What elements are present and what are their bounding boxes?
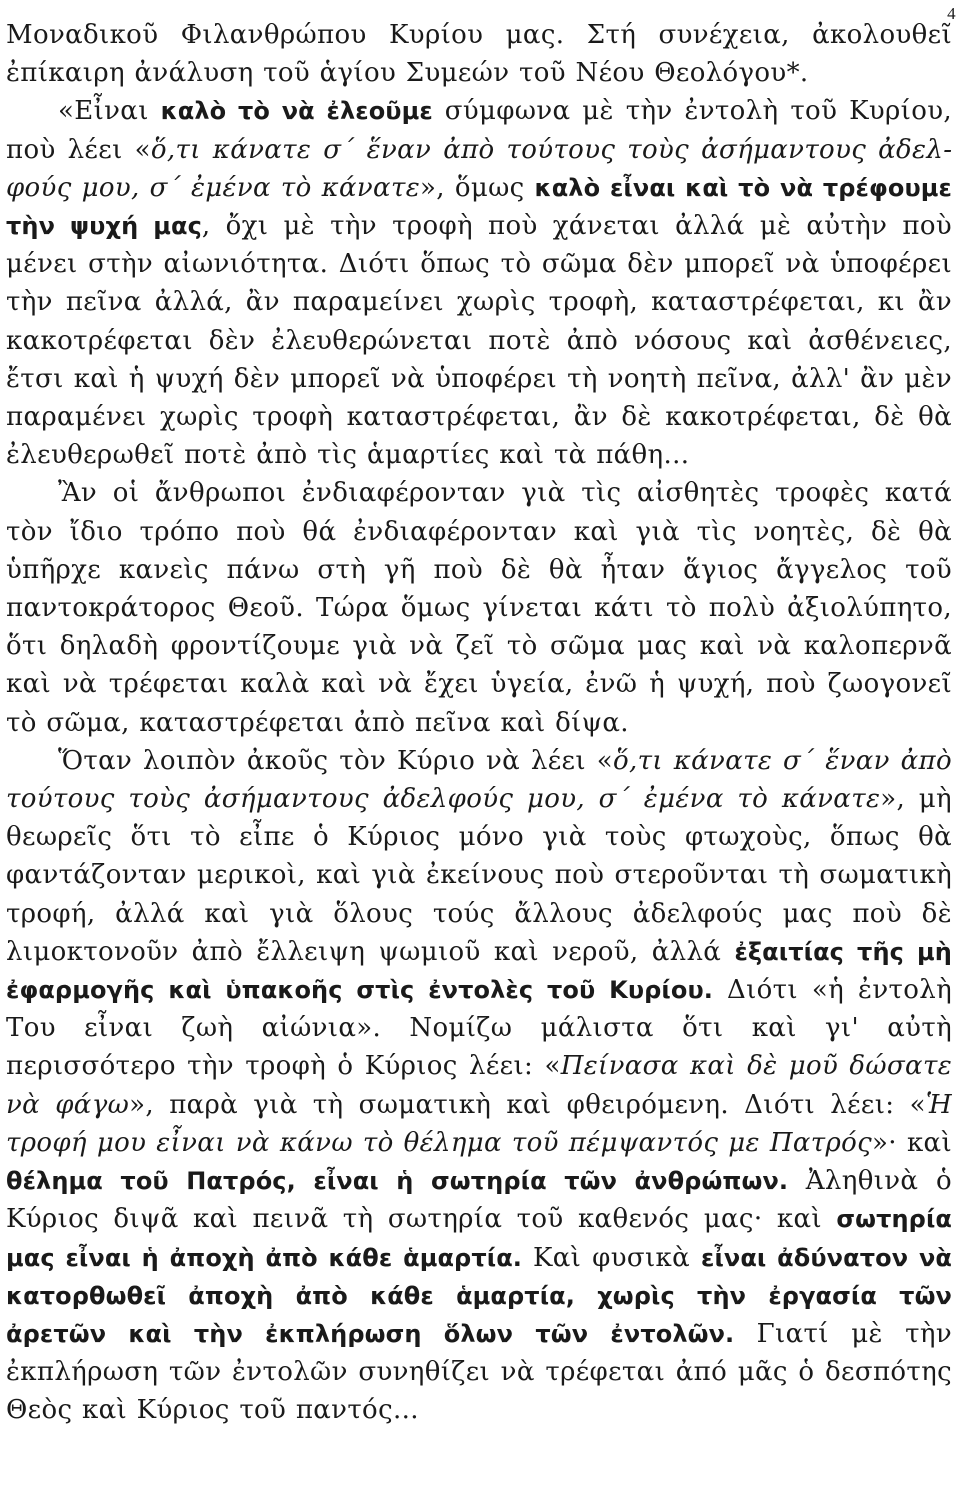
italic-quote: ὅ,τι κάνατε σ΄ ἕναν ἀπὸ τούτους τοὺς ἀσήμαντους ἀδελφούς μου, σ΄ ἐμένα τὸ κάνατε <box>6 134 952 203</box>
paragraph <box>6 474 952 741</box>
text-run: Καὶ φυσικὰ <box>522 1242 701 1273</box>
italic-quote: Ἡ τροφή μου εἶναι νὰ κάνω τὸ θέλημα τοῦ πέμψαντός με Πατρός <box>6 1089 952 1158</box>
text-run: σύμφωνα μὲ τὴν ἐντολὴ τοῦ Κυρίου, ποὺ λέει « <box>6 96 953 165</box>
text-run: «Εἶναι <box>58 96 161 127</box>
text-run: Γιατί μὲ τὴν ἐκπλήρωση τῶν ἐντολῶν συνηθίζει νὰ τρέφεται ἀπό μᾶς ὁ δεσπότης Θεὸς καὶ Κύριος τοῦ παντός... <box>6 1318 952 1426</box>
paragraph <box>6 742 952 1430</box>
page-number: 4 <box>947 4 956 23</box>
text-run: Ἂν οἱ ἄνθρωποι ἐνδιαφέρονταν γιὰ τὶς αἰσθητὲς τροφὲς κατά τὸν ἴδιο τρόπο ποὺ θά ἐνδιαφέρονταν καὶ γιὰ τὶς νοητὲς, δὲ θὰ ὑπῆρχε κανεὶς πάνω στὴ γῆ ποὺ δὲ θὰ ἦταν ἅγιος ἄγγελος τοῦ παντοκράτορος Θεοῦ. Τώρα ὅμως γίνεται κάτι τὸ πολὺ ἀξιολύπητο, ὅτι δηλαδὴ φροντίζουμε γιὰ νὰ ζεῖ τὸ σῶμα μας καὶ νὰ καλοπερνᾶ καὶ νὰ τρέφεται καλὰ καὶ νὰ ἔχει ὑγεία, ἐνῶ ἡ ψυχή, ποὺ ζωογονεῖ τὸ σῶμα, καταστρέφεται ἀπὸ πεῖνα καὶ δίψα. <box>6 478 952 738</box>
bold-text: σωτηρία μας εἶναι ἡ ἀποχὴ ἀπὸ κάθε ἁμαρτία. <box>6 1205 952 1272</box>
bold-text: εἶναι ἀδύνατον νὰ κατορθωθεῖ ἀποχὴ ἀπὸ κάθε ἁμαρτία, χωρὶς τὴν ἐργασία τῶν ἀρετῶν καὶ τὴν ἐκπλήρωση ὅλων τῶν ἐντολῶν. <box>6 1243 952 1348</box>
italic-quote: ὅ,τι κάνατε σ΄ ἕναν ἀπὸ τούτους τοὺς ἀσήμαντους ἀδελφούς μου, σ΄ ἐμένα τὸ κάνατε <box>6 745 952 815</box>
bold-text: καλὸ τὸ νὰ ἐλεοῦμε <box>160 97 433 126</box>
text-run: Ἀληθινὰ ὁ Κύριος διψᾶ καὶ πεινᾶ τὴ σωτηρία τοῦ καθενός μας· καὶ <box>6 1166 952 1235</box>
paragraph <box>6 16 952 92</box>
text-run: Διότι «ἡ ἐντολὴ Του εἶναι ζωὴ αἰώνια». Νομίζω μάλιστα ὅτι καὶ γι' αὐτὴ περισσότερο τὴν τροφὴ ὁ Κύριος λέει: « <box>6 975 953 1082</box>
text-run: », μὴ θεωρεῖς ὅτι τὸ εἶπε ὁ Κύριος μόνο γιὰ τοὺς φτωχοὺς, ὅπως θὰ φαντάζονταν μερικοὶ, καὶ γιὰ ἐκείνους ποὺ στεροῦνται τὴ σωματικὴ τροφή, ἀλλά καὶ γιὰ ὅλους τούς ἄλλους ἀδελφούς μας ποὺ δὲ λιμοκτονοῦν ἀπὸ ἔλλειψη ψωμιοῦ καὶ νεροῦ, ἀλλά <box>6 784 952 967</box>
text-run: », παρὰ γιὰ τὴ σωματικὴ καὶ φθειρόμενη. Διότι λέει: « <box>129 1089 926 1120</box>
text-run: Μοναδικοῦ Φιλανθρώπου Κυρίου μας. Στή συνέχεια, ἀκολουθεῖ ἐπίκαιρη ἀνάλυση τοῦ ἁγίου Συμεών τοῦ Νέου Θεολόγου*. <box>6 20 952 89</box>
bold-text: καλὸ εἶναι καὶ τὸ νὰ τρέφουμε τὴν ψυχή μας <box>6 173 952 241</box>
italic-quote: Πείνασα καὶ δὲ μοῦ δώσατε νὰ φάγω <box>6 1051 952 1120</box>
text-run: », ὅμως <box>420 172 535 203</box>
bold-text: ἐξαιτίας τῆς μὴ ἐφαρμογῆς καὶ ὑπακοῆς στὶς ἐντολὲς τοῦ Κυρίου. <box>6 937 952 1005</box>
text-run: »· καὶ <box>872 1127 952 1158</box>
text-run: Ὅταν λοιπὸν ἀκοῦς τὸν Κύριο νὰ λέει « <box>58 745 613 776</box>
text-run: , ὄχι μὲ τὴν τροφὴ ποὺ χάνεται ἀλλά μὲ αὐτὴν ποὺ μένει στὴν αἰωνιότητα. Διότι ὅπως τὸ σῶμα δὲν μπορεῖ νὰ ὑποφέρει τὴν πεῖνα ἀλλά, ἂν παραμείνει χωρὶς τροφὴ, καταστρέφεται, κι ἂν κακοτρέφεται δὲν ἐλευθερώνεται ποτὲ ἀπὸ νόσους καὶ ἀσθένειες, ἔτσι καὶ ἡ ψυχή δὲν μπορεῖ νὰ ὑποφέρει τὴ νοητὴ πεῖνα, ἀλλ' ἂν μὲν παραμένει χωρὶς τροφὴ καταστρέφεται, ἂν δὲ κακοτρέφεται, δὲ θὰ ἐλευθερωθεῖ ποτὲ ἀπὸ τὶς ἁμαρτίες καὶ τὰ πάθη... <box>6 211 952 471</box>
bold-text: θέλημα τοῦ Πατρός, εἶναι ἡ σωτηρία τῶν ἀνθρώπων. <box>6 1167 789 1196</box>
paragraph <box>6 92 952 474</box>
body-text <box>6 16 952 1430</box>
